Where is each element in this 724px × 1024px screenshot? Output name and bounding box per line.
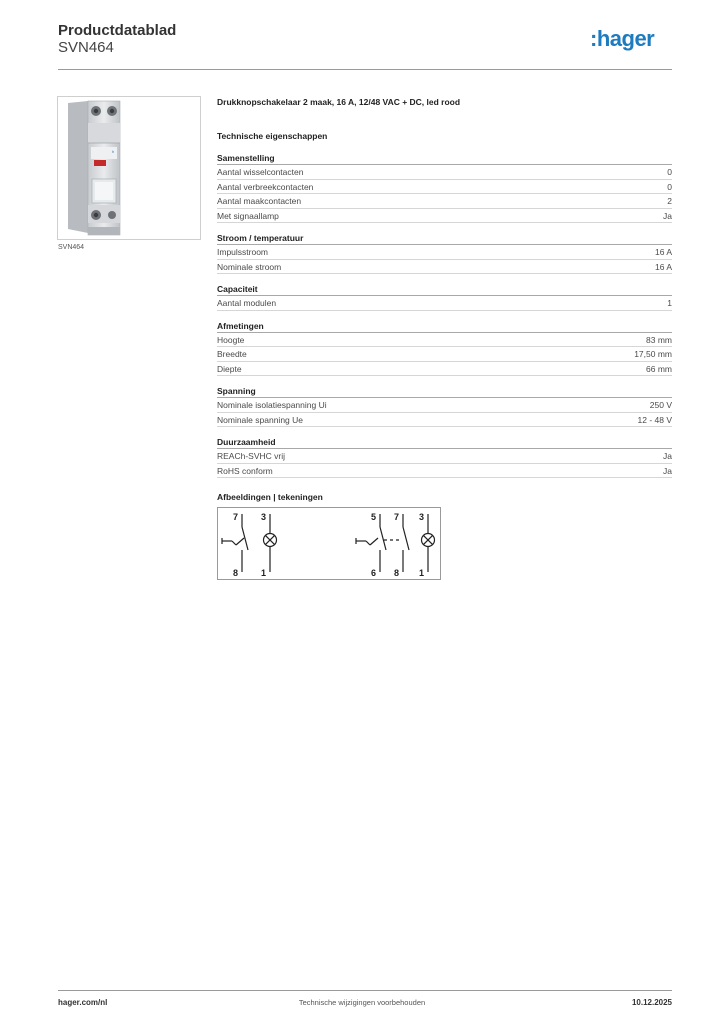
terminal-label: 8 [394, 568, 400, 578]
spec-label: Nominale isolatiespanning Ui [217, 400, 327, 410]
spec-label: RoHS conform [217, 465, 273, 476]
spec-value: Ja [663, 210, 672, 221]
spec-value: 250 V [649, 400, 672, 410]
terminal-label: 1 [419, 568, 425, 578]
technical-properties-heading: Technische eigenschappen [217, 131, 328, 141]
spec-value: 2 [667, 196, 672, 206]
footer-date: 10.12.2025 [631, 998, 672, 1007]
terminal-label: 6 [371, 568, 377, 578]
drawings-heading: Afbeeldingen | tekeningen [217, 492, 323, 502]
section-title: Stroom / temperatuur [217, 232, 672, 245]
document-title: Productdatablad [58, 22, 177, 39]
footer-website-link[interactable]: hager.com/nl [58, 998, 108, 1007]
image-caption: SVN464 [58, 244, 85, 251]
spec-row [217, 347, 672, 362]
spec-row [217, 209, 672, 224]
spec-label: Nominale spanning Ue [217, 414, 303, 425]
spec-label: Nominale stroom [217, 261, 282, 272]
spec-row [217, 260, 672, 275]
svg-text:h: h [112, 149, 115, 154]
section-title: Samenstelling [217, 152, 672, 165]
header-divider [58, 69, 672, 70]
specifications-panel [217, 96, 672, 580]
spec-value: 0 [667, 167, 672, 177]
push-button-switch-illustration [58, 97, 200, 239]
spec-row [217, 194, 672, 209]
terminal-label: 3 [419, 512, 425, 522]
spec-row [217, 464, 672, 479]
spec-label: Impulsstroom [217, 247, 269, 257]
spec-value: 16 A [654, 261, 672, 272]
spec-row [217, 362, 672, 377]
spec-value: 0 [667, 181, 672, 192]
wiring-diagram-svg [218, 508, 440, 579]
spec-value: 17,50 mm [634, 349, 672, 359]
wiring-diagram-1 [222, 514, 277, 572]
spec-label: Diepte [217, 363, 242, 374]
spec-label: Breedte [217, 349, 247, 359]
spec-value: 66 mm [646, 363, 672, 374]
spec-row [217, 398, 672, 413]
spec-value: 1 [667, 298, 672, 308]
spec-value: Ja [663, 451, 672, 461]
spec-value: Ja [663, 465, 672, 476]
section-title: Duurzaamheid [217, 436, 672, 449]
spec-label: Aantal modulen [217, 298, 277, 308]
spec-label: Met signaallamp [217, 210, 279, 221]
section-title: Afmetingen [217, 320, 672, 333]
terminal-label: 1 [261, 568, 267, 578]
product-description: Drukknopschakelaar 2 maak, 16 A, 12/48 VAC + DC, led rood [217, 97, 461, 107]
spec-row [217, 296, 672, 311]
product-code: SVN464 [58, 39, 114, 56]
hager-logo: :hager [590, 26, 655, 51]
section-title: Spanning [217, 385, 672, 398]
spec-label: Aantal maakcontacten [217, 196, 302, 206]
spec-label: Aantal verbreekcontacten [217, 181, 314, 192]
wiring-diagrams [217, 507, 441, 580]
spec-row [217, 245, 672, 260]
terminal-label: 5 [371, 512, 377, 522]
spec-label: Hoogte [217, 334, 245, 345]
footer-disclaimer: Technische wijzigingen voorbehouden [298, 998, 426, 1007]
spec-row [217, 180, 672, 195]
terminal-label: 8 [233, 568, 239, 578]
spec-row [217, 333, 672, 348]
spec-value: 16 A [654, 247, 672, 257]
product-image [57, 96, 201, 240]
terminal-label: 7 [233, 512, 239, 522]
wiring-diagram-2 [356, 514, 435, 572]
spec-row [217, 165, 672, 180]
spec-label: Aantal wisselcontacten [217, 167, 304, 177]
terminal-label: 7 [394, 512, 400, 522]
footer-divider [58, 990, 672, 991]
spec-sections [217, 152, 672, 478]
spec-value: 83 mm [646, 334, 672, 345]
section-title: Capaciteit [217, 283, 672, 296]
spec-label: REACh-SVHC vrij [217, 451, 286, 461]
spec-value: 12 - 48 V [637, 414, 672, 425]
spec-row [217, 449, 672, 464]
terminal-label: 3 [261, 512, 267, 522]
spec-row [217, 413, 672, 428]
